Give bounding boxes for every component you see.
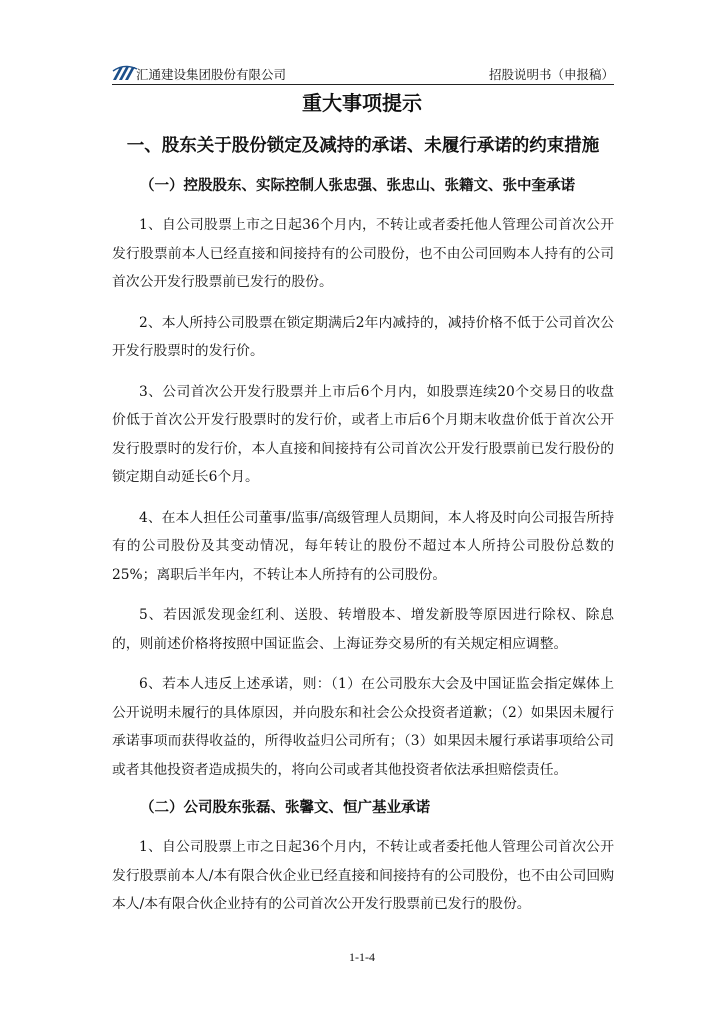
section-title: 一、股东关于股份锁定及减持的承诺、未履行承诺的约束措施 [126, 136, 600, 156]
paragraph: 5、若因派发现金红利、送股、转增股本、增发新股等原因进行除权、除息的，则前述价格将按照中国证监会、上海证券交易所的有关规定相应调整。 [112, 607, 614, 652]
page-number: 1-1-4 [349, 950, 375, 964]
paragraph: 1、自公司股票上市之日起36个月内，不转让或者委托他人管理公司首次公开发行股票前本人已经直接和间接持有的公司股份，也不由公司回购本人持有的公司首次公开发行股票前已发行的股份。 [112, 217, 614, 290]
page-header [112, 63, 614, 83]
subsection-2-heading: （二）公司股东张磊、张馨文、恒广基业承诺 [140, 800, 430, 816]
paragraph: 2、本人所持公司股票在锁定期满后2年内减持的，减持价格不低于公司首次公开发行股票时的发行价。 [112, 314, 614, 359]
paragraph: 1、自公司股票上市之日起36个月内，不转让或者委托他人管理公司首次公开发行股票前本人/本有限合伙企业已经直接和间接持有的公司股份，也不由公司回购本人/本有限合伙企业持有的公司首次公开发行股票前已发行的股份。 [112, 839, 614, 912]
paragraph: 4、在本人担任公司董事/监事/高级管理人员期间，本人将及时向公司报告所持有的公司股份及其变动情况，每年转让的股份不超过本人所持公司股份总数的25%；离职后半年内，不转让本人所持有的公司股份。 [112, 509, 614, 583]
company-logo-icon [112, 63, 138, 81]
paragraph: 3、公司首次公开发行股票并上市后6个月内，如股票连续20个交易日的收盘价低于首次公开发行股票时的发行价，或者上市后6个月期末收盘价低于首次公开发行股票时的发行价，本人直接和间接持有公司首次公开发行股票前已发行股份的锁定期自动延长6个月。 [112, 383, 614, 485]
subsection-1-heading: （一）控股股东、实际控制人张忠强、张忠山、张籍文、张中奎承诺 [140, 178, 575, 194]
paragraph: 6、若本人违反上述承诺，则：（1）在公司股东大会及中国证监会指定媒体上公开说明未履行的具体原因，并向股东和社会公众投资者道歉；（2）如果因未履行承诺事项而获得收益的，所得收益归公司所有；（3）如果因未履行承诺事项给公司或者其他投资者造成损失的，将向公司或者其他投资者依法承担赔偿责任。 [112, 676, 614, 778]
document-type: 招股说明书（申报稿） [488, 67, 614, 82]
header-divider [112, 84, 614, 85]
company-name: 汇通建设集团股份有限公司 [136, 67, 287, 82]
page-title: 重大事项提示 [302, 91, 422, 115]
document-body [112, 174, 614, 931]
